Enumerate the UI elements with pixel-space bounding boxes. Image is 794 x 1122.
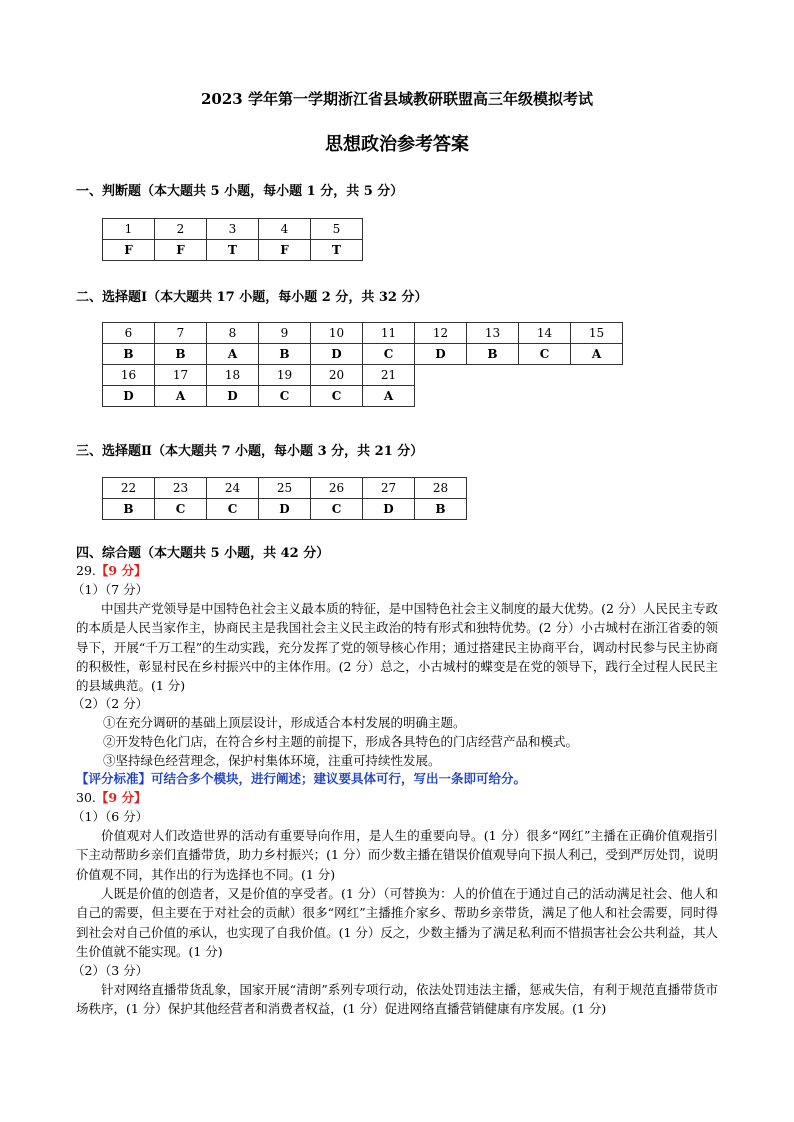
section-3-table <box>102 477 467 520</box>
empty-cell <box>571 365 623 386</box>
answer-cell: D <box>415 344 467 365</box>
answer-cell: B <box>467 344 519 365</box>
answer-row <box>103 240 363 261</box>
answer-cell: B <box>155 344 207 365</box>
question-number: 10 <box>311 323 363 344</box>
question-number: 17 <box>155 365 207 386</box>
q29-part1-answer: 中国共产党领导是中国特色社会主义最本质的特征，是中国特色社会主义制度的最大优势。(2 分）人民民主专政的本质是人民当家作主，协商民主是我国社会主义民主政治的特有形式和独特优势。(2 分）小古城村在浙江省委的领导下，开展“千万工程”的生动实践，充分发挥了党的领导核心作用；通过搭建民主协商平台，调动村民参与民主协商的积极性，彰显村民在乡村振兴中的主体作用。(2 分）总之，小古城村的蝶变是在党的领导下，践行全过程人民民主的县域典范。(1 分) <box>76 601 718 694</box>
question-number: 13 <box>467 323 519 344</box>
answer-cell: B <box>103 344 155 365</box>
question-number: 5 <box>311 219 363 240</box>
answer-cell: D <box>363 499 415 520</box>
q29-part2-item: ②开发特色化门店，在符合乡村主题的前提下，形成各具特色的门店经营产品和模式。 <box>103 734 579 749</box>
answer-cell: T <box>207 240 259 261</box>
q29-part2-item: ①在充分调研的基础上顶层设计，形成适合本村发展的明确主题。 <box>103 715 466 730</box>
answer-cell: F <box>155 240 207 261</box>
answer-cell: T <box>311 240 363 261</box>
q30-part1-paragraph-1: 价值观对人们改造世界的活动有重要导向作用，是人生的重要向导。(1 分）很多“网红”主播在正确价值观指引下主动帮助乡亲们直播带货，助力乡村振兴；(1 分）而少数主播在错误价值观导向下损人利己，受到严厉处罚，说明价值观不同，其作出的行为选择也不同。(1 分) <box>76 828 718 882</box>
answer-cell: C <box>519 344 571 365</box>
question-number: 24 <box>207 478 259 499</box>
answer-cell: A <box>363 386 415 407</box>
q30-part1-paragraph-2: 人既是价值的创造者，又是价值的享受者。(1 分）（可替换为：人的价值在于通过自己的活动满足社会、他人和自己的需要，但主要在于对社会的贡献）很多“网红”主播推介家乡、帮助乡亲带货，满足了他人和社会需要，同时得到社会对自己价值的承认，也实现了自我价值。(1 分）反之，少数主播为了满足私利而不惜损害社会公共利益，其人生价值就不能实现。(1 分) <box>76 886 718 959</box>
answer-cell: A <box>155 386 207 407</box>
exam-title: 2023 学年第一学期浙江省县域教研联盟高三年级模拟考试 <box>201 90 593 108</box>
answer-row <box>103 386 623 407</box>
answer-cell: D <box>311 344 363 365</box>
answer-cell: F <box>103 240 155 261</box>
answer-cell: C <box>311 499 363 520</box>
question-number: 7 <box>155 323 207 344</box>
question-number: 4 <box>259 219 311 240</box>
question-number: 21 <box>363 365 415 386</box>
empty-cell <box>467 365 519 386</box>
question-number: 30. <box>76 790 96 805</box>
empty-cell <box>467 386 519 407</box>
q30-part2-label: （2）（3 分） <box>72 963 149 978</box>
answer-cell: C <box>207 499 259 520</box>
scoring-criteria: 【评分标准】可结合多个模块，进行阐述；建议要具体可行，写出一条即可给分。 <box>76 771 527 786</box>
question-number: 26 <box>311 478 363 499</box>
empty-cell <box>415 386 467 407</box>
q30-part1-label: （1）（6 分） <box>72 809 149 824</box>
question-number: 29. <box>76 563 96 578</box>
question-number: 27 <box>363 478 415 499</box>
answer-cell: B <box>259 344 311 365</box>
number-row <box>103 365 623 386</box>
question-29-header <box>76 561 718 580</box>
question-number: 22 <box>103 478 155 499</box>
empty-cell <box>415 365 467 386</box>
empty-cell <box>519 365 571 386</box>
q29-part2-label: （2）（2 分） <box>72 696 149 711</box>
question-number: 23 <box>155 478 207 499</box>
number-row <box>103 478 467 499</box>
q29-part1-label: （1）（7 分） <box>72 582 149 597</box>
section-1-table <box>102 218 363 261</box>
answer-row <box>103 344 623 365</box>
question-number: 3 <box>207 219 259 240</box>
answer-cell: C <box>155 499 207 520</box>
question-number: 6 <box>103 323 155 344</box>
q30-part2-answer: 针对网络直播带货乱象，国家开展“清朗”系列专项行动，依法处罚违法主播，惩戒失信，有利于规范直播带货市场秩序，(1 分）保护其他经营者和消费者权益，(1 分）促进网络直播营销健康有序发展。(1 分) <box>76 982 718 1017</box>
section-2-heading: 二、选择题Ⅰ（本大题共 17 小题，每小题 2 分，共 32 分） <box>76 290 428 305</box>
question-number: 14 <box>519 323 571 344</box>
question-number: 20 <box>311 365 363 386</box>
question-number: 11 <box>363 323 415 344</box>
question-number: 28 <box>415 478 467 499</box>
answer-cell: D <box>103 386 155 407</box>
section-2-table <box>102 322 623 407</box>
question-number: 15 <box>571 323 623 344</box>
answer-cell: A <box>571 344 623 365</box>
question-number: 19 <box>259 365 311 386</box>
question-number: 1 <box>103 219 155 240</box>
number-row <box>103 219 363 240</box>
answer-cell: D <box>207 386 259 407</box>
answer-cell: C <box>363 344 415 365</box>
answer-key-title: 思想政治参考答案 <box>325 134 469 155</box>
section-4-heading: 四、综合题（本大题共 5 小题，共 42 分） <box>76 546 330 561</box>
section-1-heading: 一、判断题（本大题共 5 小题，每小题 1 分，共 5 分） <box>76 184 404 199</box>
answer-cell: B <box>103 499 155 520</box>
empty-cell <box>571 386 623 407</box>
answer-row <box>103 499 467 520</box>
number-row <box>103 323 623 344</box>
question-30-header <box>76 788 718 807</box>
question-number: 12 <box>415 323 467 344</box>
answer-cell: C <box>259 386 311 407</box>
question-score: 【9 分】 <box>95 790 147 805</box>
empty-cell <box>519 386 571 407</box>
q29-part2-item: ③坚持绿色经营理念，保护村集体环境，注重可持续性发展。 <box>103 753 441 768</box>
answer-cell: B <box>415 499 467 520</box>
answer-cell: F <box>259 240 311 261</box>
question-score: 【9 分】 <box>95 563 147 578</box>
answer-cell: D <box>259 499 311 520</box>
answer-cell: C <box>311 386 363 407</box>
question-number: 8 <box>207 323 259 344</box>
section-3-heading: 三、选择题Ⅱ（本大题共 7 小题，每小题 3 分，共 21 分） <box>76 444 424 459</box>
question-number: 18 <box>207 365 259 386</box>
answer-cell: A <box>207 344 259 365</box>
question-number: 2 <box>155 219 207 240</box>
question-number: 25 <box>259 478 311 499</box>
question-number: 16 <box>103 365 155 386</box>
question-number: 9 <box>259 323 311 344</box>
